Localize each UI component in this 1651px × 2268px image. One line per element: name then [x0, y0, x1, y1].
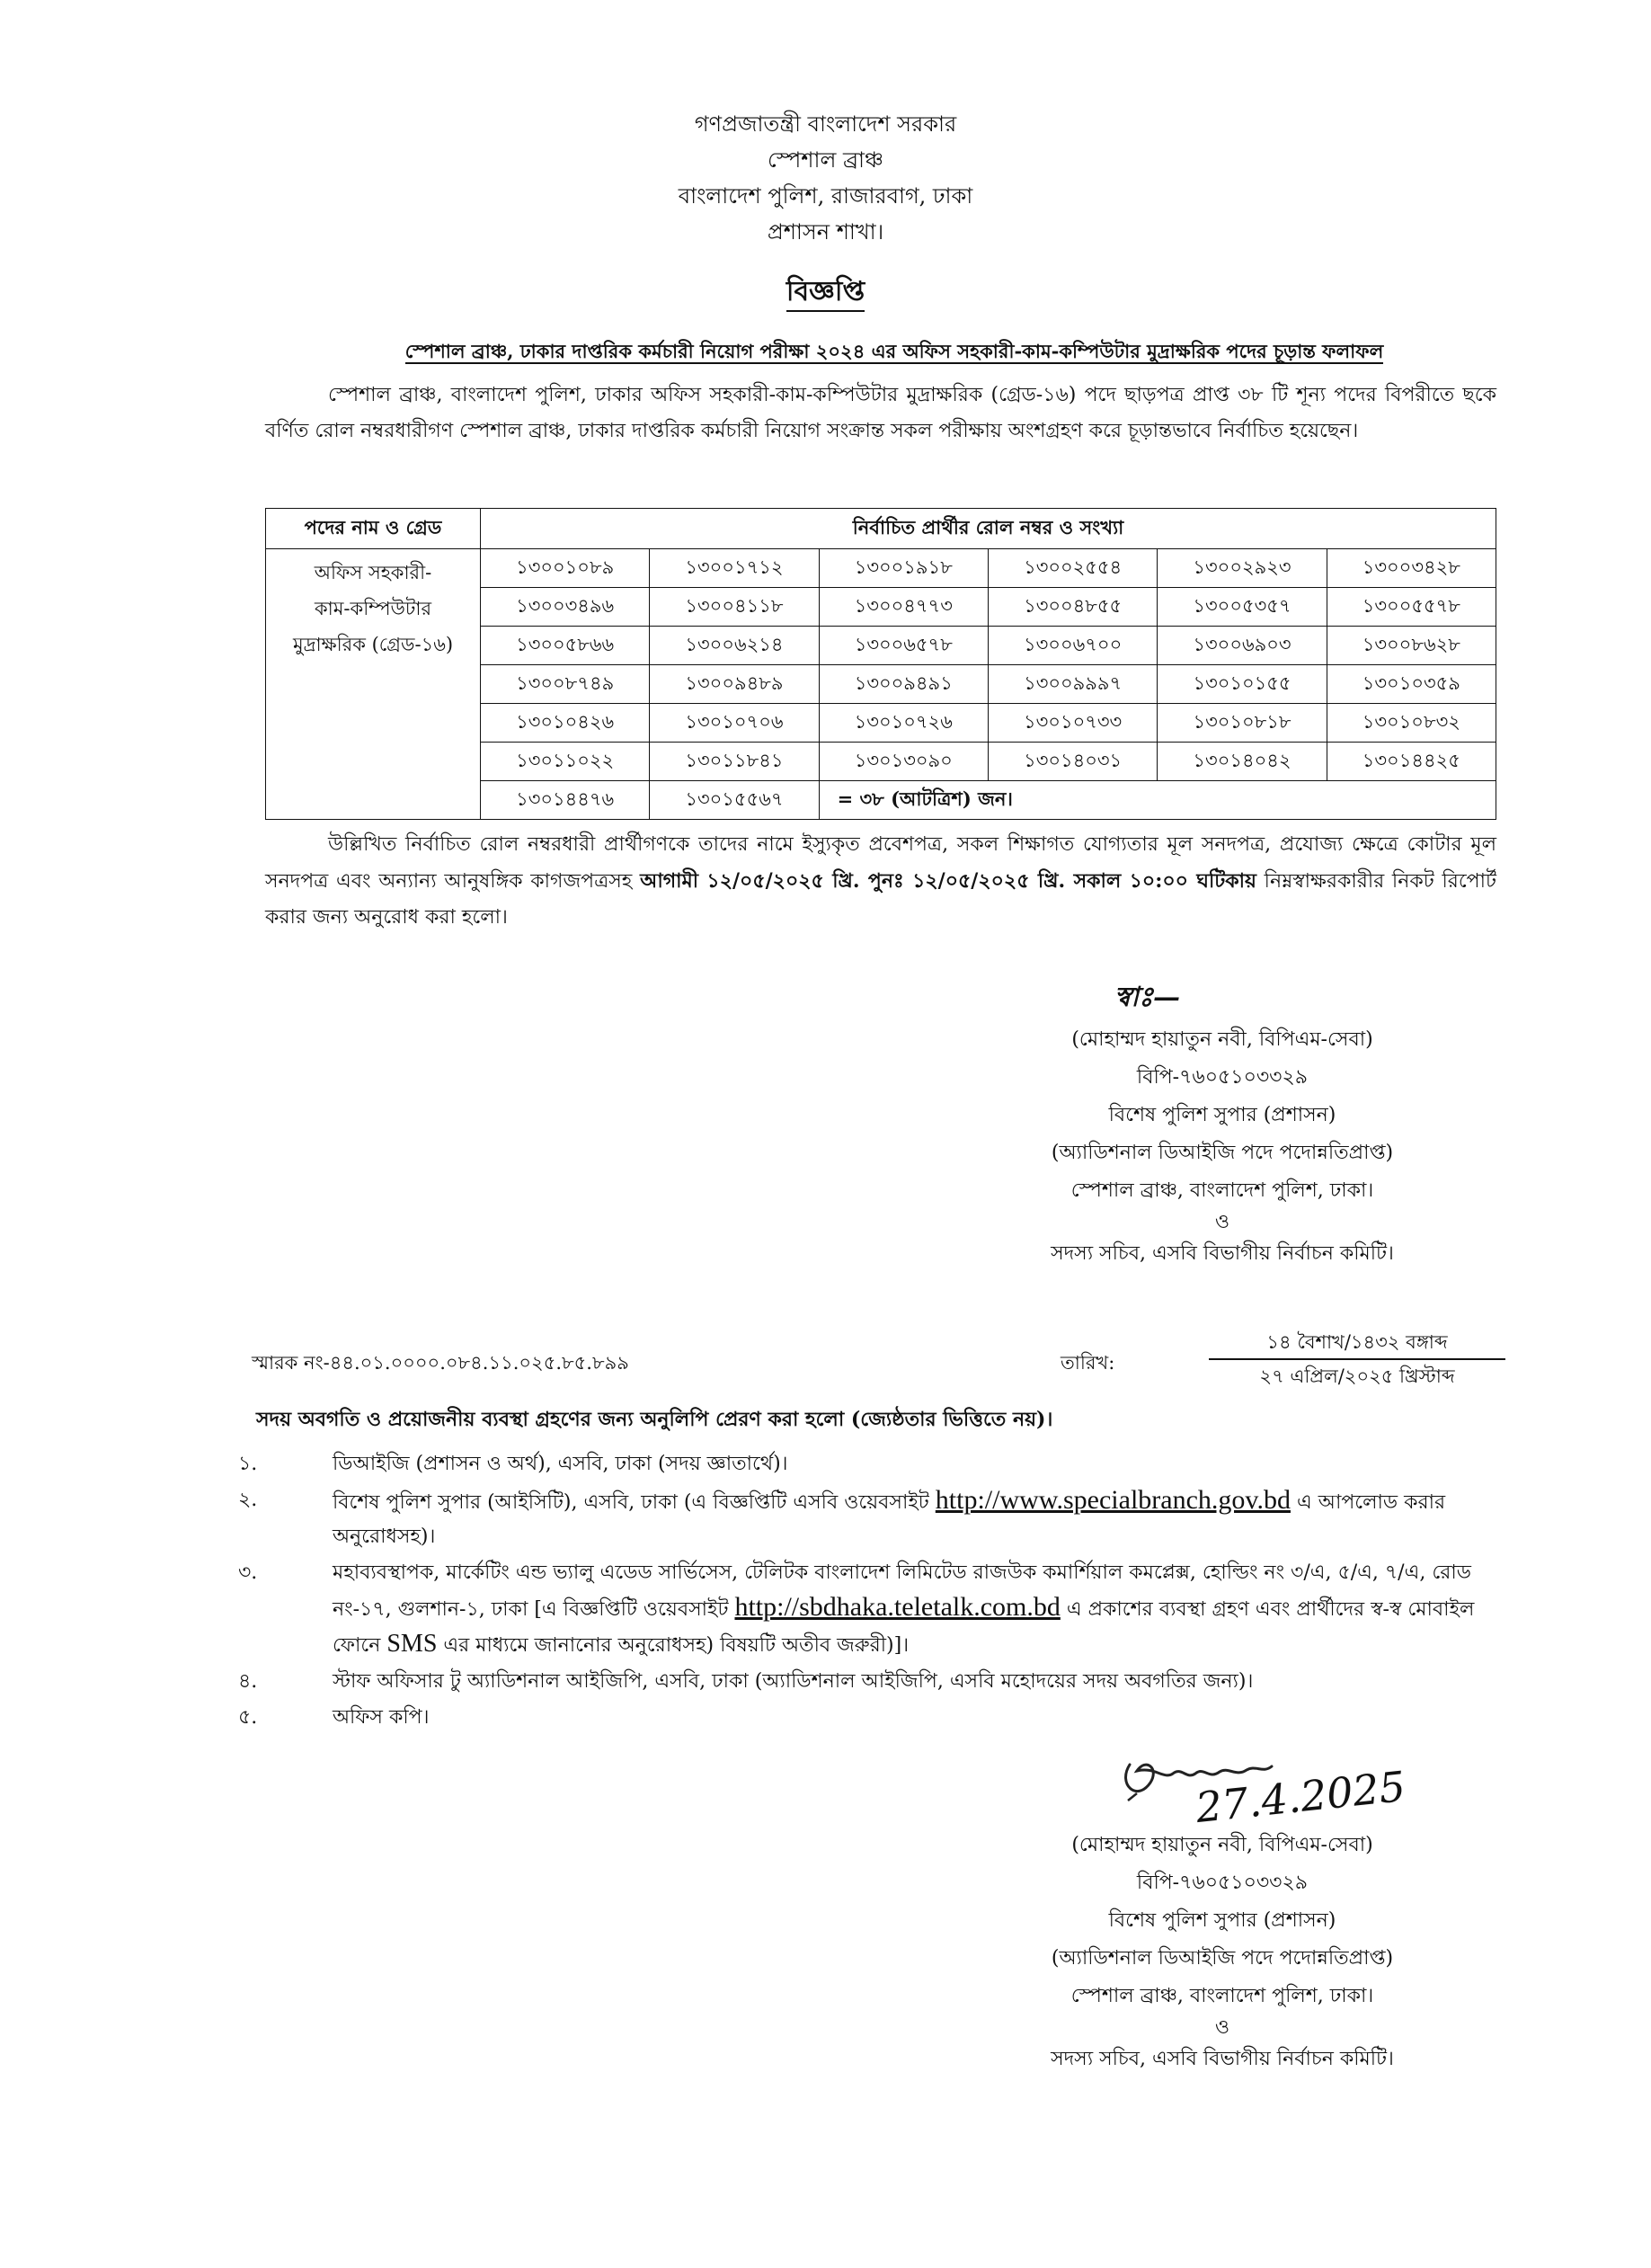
memo-number: স্মারক নং-৪৪.০১.০০০০.০৮৪.১১.০২৫.৮৫.৮৯৯	[252, 1352, 629, 1374]
signatory-bp: বিপি-৭৬০৫১০৩৩২৯	[1136, 1066, 1309, 1089]
signatory-and: ও	[1214, 2016, 1230, 2039]
post-line: মুদ্রাক্ষরিক (গ্রেড-১৬)	[292, 634, 454, 655]
signatory-office: স্পেশাল ব্রাঞ্চ, বাংলাদেশ পুলিশ, ঢাকা।	[1070, 1179, 1374, 1202]
intro-paragraph-text: স্পেশাল ব্রাঞ্চ, বাংলাদেশ পুলিশ, ঢাকার অফিস সহকারী-কাম-কম্পিউটার মুদ্রাক্ষরিক (গ্রেড-১৬) পদে ছাড়পত্র প্রাপ্ত ৩৮ টি শূন্য পদের বিপরীতে ছকে বর্ণিত রোল নম্বরধারীগণ স্পেশাল ব্রাঞ্চ, ঢাকার দাপ্তরিক কর্মচারী নিয়োগ সংক্রান্ত সকল পরীক্ষায় অংশগ্রহণ করে চূড়ান্তভাবে নির্বাচিত হয়েছেন।	[265, 384, 1496, 442]
roll-cell: ১৩০০১০৮৯	[481, 549, 650, 588]
date-bangla: ১৪ বৈশাখ/১৪৩২ বঙ্গাব্দ	[1209, 1326, 1505, 1360]
roll-cell: ১৩০১১৮৪১	[650, 743, 819, 781]
roll-cell: ১৩০০৪৮৫৫	[988, 588, 1157, 627]
roll-cell: ১৩০১৩০৯০	[819, 743, 988, 781]
copy-text	[333, 1483, 1496, 1554]
signatory-office: স্পেশাল ব্রাঞ্চ, বাংলাদেশ পুলিশ, ঢাকা।	[1070, 1985, 1374, 2007]
roll-cell: ১৩০০৮৭৪৯	[481, 665, 650, 704]
copy-number: ৪.	[238, 1670, 258, 1693]
copy-text-part: বিশেষ পুলিশ সুপার (আইসিটি), এসবি, ঢাকা (এ বিজ্ঞপ্তিটি এসবি ওয়েবসাইট	[333, 1491, 936, 1514]
copy-number: ২.	[238, 1489, 258, 1511]
copies-list	[238, 1447, 1496, 1737]
roll-cell: ১৩০০৫৮৬৬	[481, 627, 650, 665]
table-header-row	[266, 509, 1496, 549]
roll-cell: ১৩০০৯৪৮৯	[650, 665, 819, 704]
results-table	[265, 508, 1496, 820]
roll-cell: ১৩০১০৮১৮	[1158, 704, 1327, 743]
roll-cell: ১৩০১০৭২৬	[819, 704, 988, 743]
roll-cell: ১৩০০৩৪২৮	[1327, 549, 1496, 588]
date-box	[1209, 1326, 1505, 1392]
roll-cell: ১৩০০১৯১৮	[819, 549, 988, 588]
branch-name: স্পেশাল ব্রাঞ্চ	[768, 147, 883, 173]
copy-text-part: এ আপলোড করার অনুরোধসহ)।	[333, 1491, 1446, 1548]
signature-block-2	[971, 1827, 1474, 2078]
copies-intro: সদয় অবগতি ও প্রয়োজনীয় ব্যবস্থা গ্রহণের জন্য অনুলিপি প্রেরণ করা হলো (জ্যেষ্ঠতার ভিত্তিতে নয়)।	[256, 1408, 1053, 1431]
roll-cell: ১৩০০৪১১৮	[650, 588, 819, 627]
post-line: কাম-কম্পিউটার	[314, 598, 431, 619]
signature-block-1	[971, 1021, 1474, 1273]
roll-cell: ১৩০১৫৫৬৭	[650, 781, 819, 820]
date-label: তারিখ:	[1061, 1352, 1115, 1374]
specialbranch-link[interactable]: http://www.specialbranch.gov.bd	[935, 1485, 1291, 1515]
copy-text	[333, 1556, 1496, 1663]
roll-cell: ১৩০০৫৫৭৮	[1327, 588, 1496, 627]
signatory-additional: (অ্যাডিশনাল ডিআইজি পদে পদোন্নতিপ্রাপ্ত)	[1051, 1142, 1394, 1164]
list-item	[238, 1556, 1496, 1663]
office-address: বাংলাদেশ পুলিশ, রাজারবাগ, ঢাকা	[678, 183, 973, 209]
teletalk-link[interactable]: http://sbdhaka.teletalk.com.bd	[734, 1592, 1061, 1622]
copy-text-part: এ প্রকাশের ব্যবস্থা গ্রহণ এবং প্রার্থীদের স্ব-স্ব মোবাইল ফোনে	[333, 1598, 1475, 1657]
roll-cell: ১৩০১৪০৪২	[1158, 743, 1327, 781]
roll-cell: ১৩০০১৭১২	[650, 549, 819, 588]
notice-subject-text: স্পেশাল ব্রাঞ্চ, ঢাকার দাপ্তরিক কর্মচারী নিয়োগ পরীক্ষা ২০২৪ এর অফিস সহকারী-কাম-কম্পিউটার মুদ্রাক্ষরিক পদের চূড়ান্ত ফলাফল	[404, 340, 1384, 362]
roll-cell: ১৩০১৪৪৭৬	[481, 781, 650, 820]
header-post: পদের নাম ও গ্রেড	[266, 509, 481, 549]
roll-cell: ১৩০০৩৪৯৬	[481, 588, 650, 627]
roll-cell: ১৩০০২৫৫৪	[988, 549, 1157, 588]
copy-text: অফিস কপি।	[333, 1706, 430, 1729]
copy-text-part: এর মাধ্যমে জানানোর অনুরোধসহ) বিষয়টি অতীব জরুরী)]।	[437, 1634, 910, 1657]
report-text: উল্লিখিত নির্বাচিত রোল নম্বরধারী প্রার্থীগণকে তাদের নামে ইস্যুকৃত প্রবেশপত্র, সকল শিক্ষাগত যোগ্যতার মূল সনদপত্র, প্রযোজ্য ক্ষেত্রে কোটার মূল সনদপত্র এবং অন্যান্য আনুষঙ্গিক কাগজপত্রসহ	[265, 833, 1496, 893]
signatory-and: ও	[1214, 1211, 1230, 1233]
roll-cell: ১৩০১৪০৩১	[988, 743, 1157, 781]
roll-cell: ১৩০০৪৭৭৩	[819, 588, 988, 627]
roll-cell: ১৩০০২৯২৩	[1158, 549, 1327, 588]
report-paragraph	[265, 827, 1496, 936]
signatory-designation: বিশেষ পুলিশ সুপার (প্রশাসন)	[1108, 1909, 1336, 1932]
roll-cell: ১৩০১১০২২	[481, 743, 650, 781]
date-english: ২৭ এপ্রিল/২০২৫ খ্রিস্টাব্দ	[1259, 1365, 1455, 1387]
report-datetime: আগামী ১২/০৫/২০২৫ খ্রি. পুনঃ ১২/০৫/২০২৫ খ্রি. সকাল ১০:০০ ঘটিকায়	[640, 869, 1256, 893]
roll-cell: ১৩০০৫৩৫৭	[1158, 588, 1327, 627]
signatory-name: (মোহাম্মদ হায়াতুন নবী, বিপিএম-সেবা)	[1071, 1028, 1373, 1051]
header-rolls: নির্বাচিত প্রার্থীর রোল নম্বর ও সংখ্যা	[481, 509, 1496, 549]
copy-text-part: মহাব্যবস্থাপক, মার্কেটিং এন্ড ভ্যালু এডেড সার্ভিসেস, টেলিটক বাংলাদেশ লিমিটেড রাজউক কমার্শিয়াল কমপ্লেক্স, হোল্ডিং নং ৩/এ, ৫/এ, ৭/এ, রোড নং-১৭, গুলশান-১, ঢাকা [এ বিজ্ঞপ্তিটি ওয়েবসাইট	[333, 1561, 1471, 1621]
handwritten-date: 27.4.2025	[1193, 1761, 1408, 1833]
copy-number: ৫.	[238, 1706, 258, 1729]
list-item	[238, 1447, 1496, 1481]
roll-cell: ১৩০০৯৪৯১	[819, 665, 988, 704]
list-item	[238, 1483, 1496, 1554]
copy-number: ১.	[238, 1453, 258, 1475]
copy-text: ডিআইজি (প্রশাসন ও অর্থ), এসবি, ঢাকা (সদয় জ্ঞাতার্থে)।	[333, 1453, 788, 1475]
government-name: গণপ্রজাতন্ত্রী বাংলাদেশ সরকার	[694, 111, 957, 137]
roll-cell: ১৩০০৯৯৯৭	[988, 665, 1157, 704]
roll-cell: ১৩০১০১৫৫	[1158, 665, 1327, 704]
total-count: = ৩৮ (আটত্রিশ) জন।	[819, 781, 1496, 820]
signatory-designation: বিশেষ পুলিশ সুপার (প্রশাসন)	[1108, 1104, 1336, 1126]
table-row	[266, 549, 1496, 588]
intro-paragraph	[265, 378, 1496, 449]
signatory-bp: বিপি-৭৬০৫১০৩৩২৯	[1136, 1872, 1309, 1894]
signatory-secretary: সদস্য সচিব, এসবি বিভাগীয় নির্বাচন কমিটি।	[1051, 1242, 1394, 1265]
section-name: প্রশাসন শাখা।	[767, 219, 884, 245]
notice-title	[0, 270, 1651, 316]
roll-cell: ১৩০০৬২১৪	[650, 627, 819, 665]
copy-text: স্টাফ অফিসার টু অ্যাডিশনাল আইজিপি, এসবি, ঢাকা (অ্যাডিশনাল আইজিপি, এসবি মহোদয়ের সদয় অবগতির জন্য)।	[333, 1670, 1254, 1693]
copy-number: ৩.	[238, 1561, 258, 1584]
sms-text: SMS	[386, 1630, 438, 1658]
roll-cell: ১৩০০৬৯০৩	[1158, 627, 1327, 665]
signatory-additional: (অ্যাডিশনাল ডিআইজি পদে পদোন্নতিপ্রাপ্ত)	[1051, 1947, 1394, 1970]
signatory-secretary: সদস্য সচিব, এসবি বিভাগীয় নির্বাচন কমিটি।	[1051, 2048, 1394, 2070]
report-text-end: নিম্নস্বাক্ষরকারীর নিকট রিপোর্ট করার জন্য অনুরোধ করা হলো।	[265, 870, 1496, 929]
signatory-name: (মোহাম্মদ হায়াতুন নবী, বিপিএম-সেবা)	[1071, 1834, 1373, 1856]
notice-title-text: বিজ্ঞপ্তি	[786, 276, 865, 312]
signature-stamp: স্বাঃ—	[1114, 982, 1180, 1013]
letterhead	[0, 106, 1651, 250]
roll-cell: ১৩০০৬৫৭৮	[819, 627, 988, 665]
roll-cell: ১৩০১০৮৩২	[1327, 704, 1496, 743]
notice-subject	[297, 337, 1492, 369]
roll-cell: ১৩০১০৪২৬	[481, 704, 650, 743]
roll-cell: ১৩০১০৭০৬	[650, 704, 819, 743]
roll-cell: ১৩০১০৩৫৯	[1327, 665, 1496, 704]
post-name-cell	[266, 549, 481, 820]
post-line: অফিস সহকারী-	[314, 562, 432, 583]
roll-cell: ১৩০০৮৬২৮	[1327, 627, 1496, 665]
roll-cell: ১৩০১০৭৩৩	[988, 704, 1157, 743]
roll-cell: ১৩০১৪৪২৫	[1327, 743, 1496, 781]
roll-cell: ১৩০০৬৭০০	[988, 627, 1157, 665]
list-item	[238, 1665, 1496, 1699]
